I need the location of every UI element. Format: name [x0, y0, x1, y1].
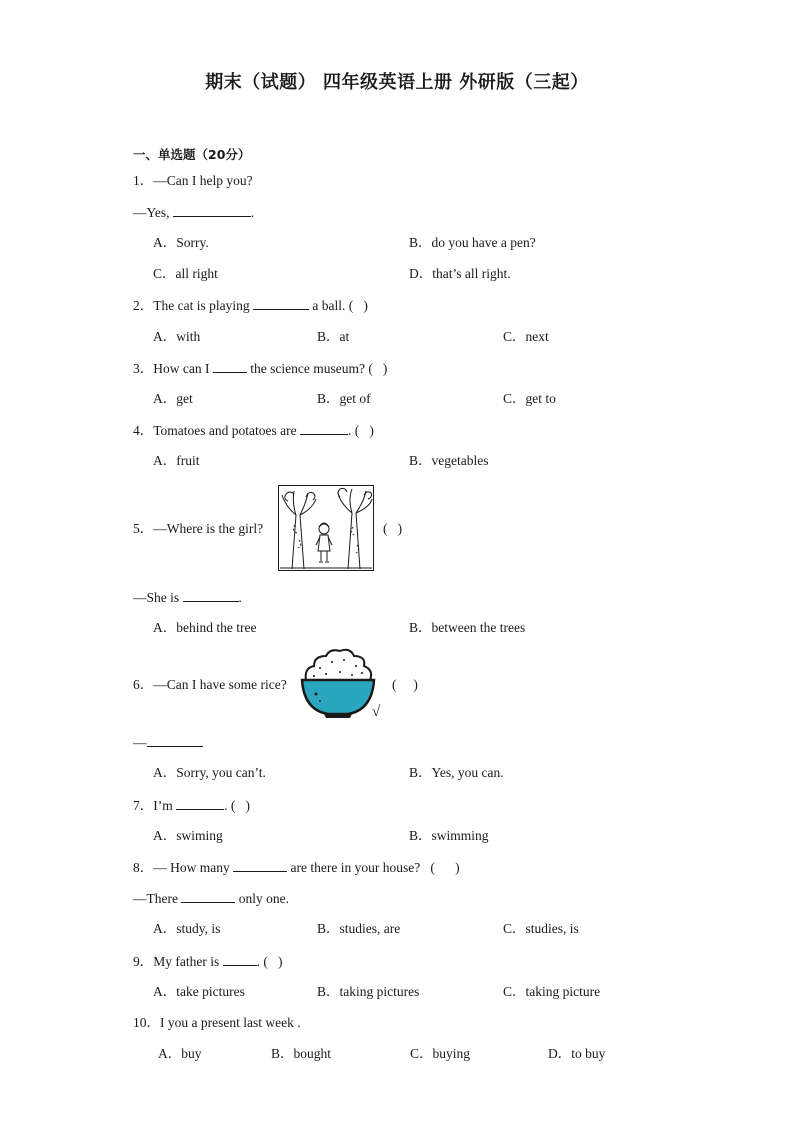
answer-blank[interactable] [147, 734, 203, 747]
option-c[interactable]: C．studies, is [503, 921, 579, 936]
option-b[interactable]: B．between the trees [409, 620, 526, 635]
question-3-stem [133, 360, 387, 377]
question-number: 8． [133, 860, 154, 875]
option-c[interactable]: C．taking picture [503, 984, 601, 999]
option-b[interactable]: B．Yes, you can. [409, 765, 504, 780]
answer-bracket[interactable]: ( ) [392, 677, 418, 692]
option-b[interactable]: B．bought [271, 1046, 332, 1061]
answer-suffix: . [238, 590, 242, 605]
question-1-answer-line [133, 204, 254, 221]
question-number: 3． [133, 361, 154, 376]
option-a[interactable]: A．behind the tree [153, 620, 257, 635]
answer-blank[interactable] [183, 589, 239, 602]
answer-blank[interactable] [233, 859, 287, 872]
option-a[interactable]: A．get [153, 391, 193, 406]
question-text-end: the science museum? ( ) [246, 361, 388, 376]
option-b[interactable]: B．studies, are [317, 921, 401, 936]
question-10-stem [133, 1015, 301, 1031]
option-b[interactable]: B．vegetables [409, 453, 489, 468]
question-text: I’m [153, 798, 177, 813]
question-text: —Where is the girl? [153, 521, 264, 536]
option-a[interactable]: A．Sorry. [153, 235, 209, 250]
question-7-stem [133, 797, 250, 814]
option-a[interactable]: A．fruit [153, 453, 200, 468]
option-c[interactable]: C．get to [503, 391, 556, 406]
answer-blank[interactable] [300, 422, 348, 435]
option-b[interactable]: B．get of [317, 391, 371, 406]
question-1-stem [133, 173, 253, 189]
option-b[interactable]: B．taking pictures [317, 984, 420, 999]
option-a[interactable]: A．study, is [153, 921, 221, 936]
option-d[interactable]: D．that’s all right. [409, 266, 511, 281]
answer-prefix: —She is [133, 590, 183, 605]
question-6-answer-line [133, 734, 203, 751]
question-text: My father is [153, 954, 223, 969]
question-9-stem [133, 953, 282, 970]
question-text: How can I [153, 361, 213, 376]
option-a[interactable]: A．take pictures [153, 984, 245, 999]
section-heading: 一、单选题（20分） [133, 147, 251, 162]
question-6-stem [133, 677, 287, 693]
answer-suffix: only one. [235, 891, 289, 906]
rice-bowl-image [300, 648, 376, 720]
question-text: — How many [153, 860, 234, 875]
answer-suffix: . [250, 205, 255, 220]
option-a[interactable]: A．Sorry, you can’t. [153, 765, 266, 780]
question-text-end: . ( ) [256, 954, 283, 969]
option-b[interactable]: B．swimming [409, 828, 489, 843]
option-c[interactable]: C．all right [153, 266, 218, 281]
question-text: —Can I have some rice? [153, 677, 287, 692]
answer-blank[interactable] [223, 953, 257, 966]
question-text: —Can I help you? [153, 173, 253, 188]
option-c[interactable]: C．next [503, 329, 549, 344]
girl-between-trees-image [278, 485, 374, 571]
question-number: 1． [133, 173, 154, 188]
option-a[interactable]: A．swiming [153, 828, 223, 843]
question-text: The cat is playing [153, 298, 253, 313]
question-text-end: a ball. ( ) [308, 298, 368, 313]
question-number: 2． [133, 298, 154, 313]
option-a[interactable]: A．with [153, 329, 201, 344]
option-a[interactable]: A．buy [158, 1046, 202, 1061]
question-5-answer-line [133, 589, 242, 606]
answer-blank[interactable] [253, 297, 309, 310]
question-text-end: are there in your house? ( ) [287, 860, 460, 875]
question-8-stem [133, 859, 460, 876]
option-d[interactable]: D．to buy [548, 1046, 606, 1061]
question-4-stem [133, 422, 374, 439]
question-text: Tomatoes and potatoes are [153, 423, 301, 438]
question-text-end: . ( ) [224, 798, 250, 813]
question-8-answer-line [133, 890, 289, 907]
answer-blank[interactable] [176, 797, 224, 810]
question-text-end: . ( ) [348, 423, 374, 438]
tick-mark: √ [372, 704, 381, 720]
page-title: 期末（试题） 四年级英语上册 外研版（三起） [205, 72, 589, 93]
question-number: 9． [133, 954, 154, 969]
answer-prefix: —Yes, [133, 205, 173, 220]
option-c[interactable]: C．buying [410, 1046, 471, 1061]
option-b[interactable]: B．at [317, 329, 350, 344]
option-b[interactable]: B．do you have a pen? [409, 235, 536, 250]
answer-blank[interactable] [173, 204, 251, 217]
question-number: 6． [133, 677, 154, 692]
question-number: 10． [133, 1015, 160, 1030]
question-number: 7． [133, 798, 154, 813]
answer-prefix: —There [133, 891, 182, 906]
question-5-stem [133, 521, 263, 537]
answer-blank[interactable] [181, 890, 235, 903]
answer-prefix: — [133, 735, 147, 750]
answer-bracket[interactable]: ( ) [383, 521, 403, 536]
question-2-stem [133, 297, 368, 314]
answer-blank[interactable] [213, 360, 247, 373]
question-number: 4． [133, 423, 154, 438]
question-text: I you a present last week . [160, 1015, 301, 1030]
question-number: 5． [133, 521, 154, 536]
